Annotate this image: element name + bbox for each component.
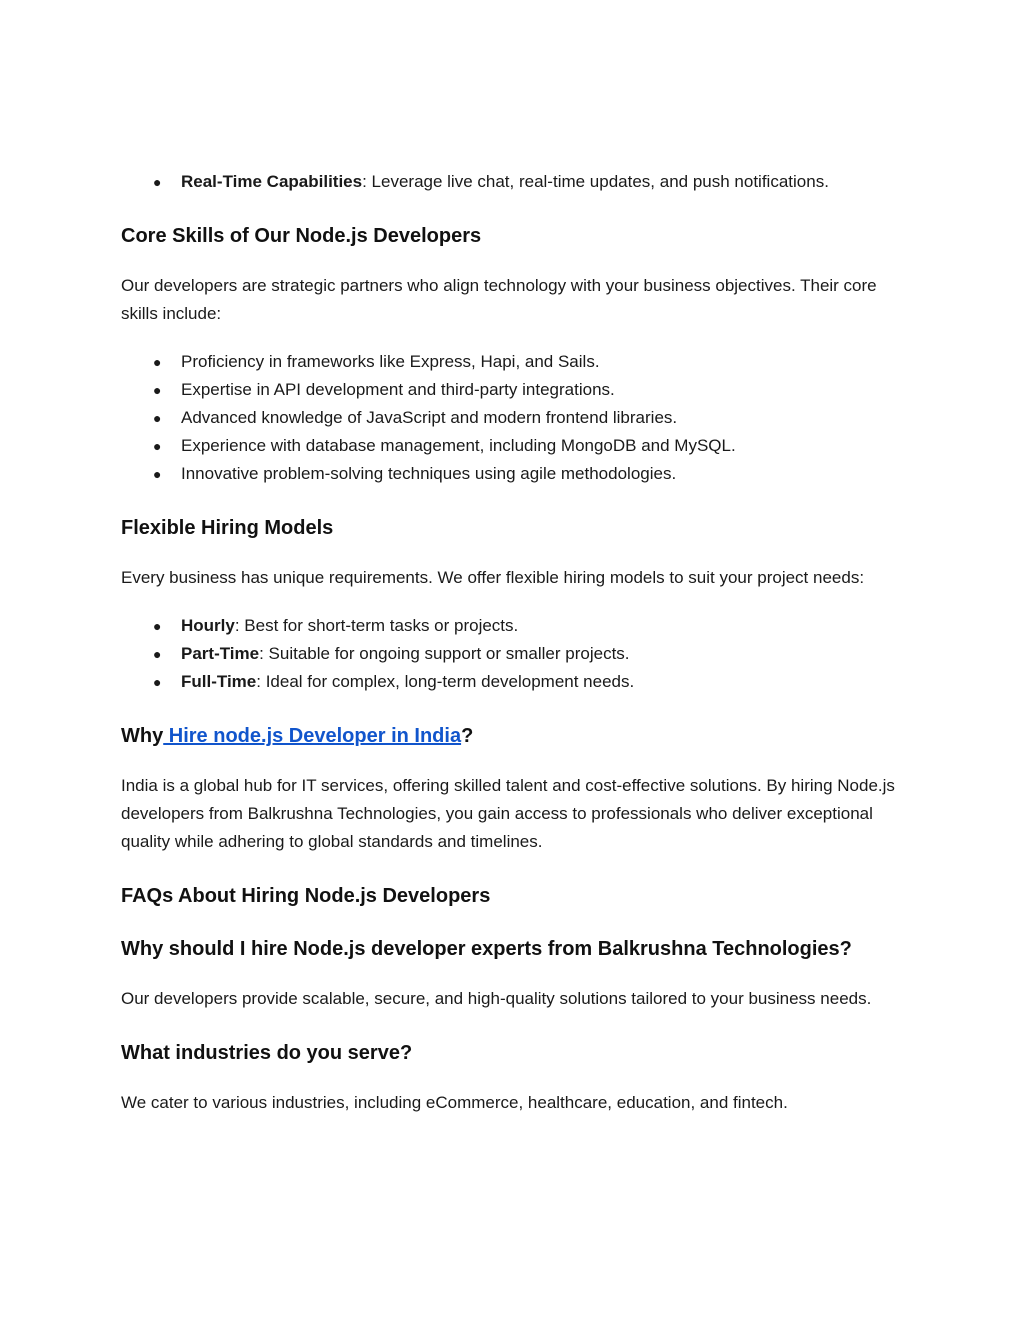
list-item-text: Experience with database management, including MongoDB and MySQL.	[181, 436, 736, 455]
list-item-term: Real-Time Capabilities	[181, 172, 363, 191]
list-item-text: Proficiency in frameworks like Express, Hapi, and Sails.	[181, 352, 600, 371]
list-item	[121, 640, 911, 668]
list-item	[121, 168, 911, 196]
list-item-term: Full-Time	[181, 672, 257, 691]
faq-answer: Our developers provide scalable, secure, and high-quality solutions tailored to your business needs.	[121, 989, 872, 1008]
core-skills-list	[121, 348, 911, 488]
list-item	[121, 668, 911, 696]
bullet-icon: ●	[153, 354, 162, 370]
bullet-icon: ●	[153, 174, 162, 190]
core-skills-paragraph: Our developers are strategic partners who align technology with your business objectives. Their core skills include:	[121, 276, 877, 323]
why-india-paragraph: India is a global hub for IT services, offering skilled talent and cost-effective solutions. By hiring Node.js developers from Balkrushna Technologies, you gain access to professionals who deliver exceptional quality while adhering to global standards and timelines.	[121, 776, 895, 851]
faq-question: What industries do you serve?	[121, 1042, 413, 1064]
list-item	[121, 460, 911, 488]
bullet-icon: ●	[153, 410, 162, 426]
list-item-text: : Best for short-term tasks or projects.	[234, 616, 519, 635]
core-skills-heading: Core Skills of Our Node.js Developers	[121, 225, 482, 247]
faq-answer: We cater to various industries, including eCommerce, healthcare, education, and fintech.	[121, 1093, 788, 1112]
list-item-text: : Suitable for ongoing support or smaller projects.	[259, 644, 630, 663]
intro-list	[121, 168, 911, 196]
list-item	[121, 432, 911, 460]
bullet-icon: ●	[153, 646, 162, 662]
list-item-text: : Leverage live chat, real-time updates, and push notifications.	[362, 172, 829, 191]
hiring-models-paragraph: Every business has unique requirements. We offer flexible hiring models to suit your project needs:	[121, 568, 865, 587]
bullet-icon: ●	[153, 618, 162, 634]
list-item	[121, 348, 911, 376]
bullet-icon: ●	[153, 438, 162, 454]
hiring-models-heading: Flexible Hiring Models	[121, 517, 334, 539]
hiring-models-list	[121, 612, 911, 696]
bullet-icon: ●	[153, 674, 162, 690]
bullet-icon: ●	[153, 382, 162, 398]
heading-suffix: ?	[461, 725, 474, 747]
faqs-heading: FAQs About Hiring Node.js Developers	[121, 885, 491, 907]
list-item-term: Part-Time	[181, 644, 260, 663]
list-item-text: Advanced knowledge of JavaScript and modern frontend libraries.	[181, 408, 678, 427]
hire-developer-india-link[interactable]: Hire node.js Developer in India	[163, 725, 462, 747]
document-page	[121, 168, 911, 1117]
list-item	[121, 404, 911, 432]
list-item-text: Innovative problem-solving techniques using agile methodologies.	[181, 464, 677, 483]
bullet-icon: ●	[153, 466, 162, 482]
why-india-heading	[121, 722, 911, 750]
list-item	[121, 376, 911, 404]
list-item-text: Expertise in API development and third-party integrations.	[181, 380, 615, 399]
heading-prefix: Why	[121, 725, 164, 747]
list-item-term: Hourly	[181, 616, 235, 635]
list-item	[121, 612, 911, 640]
list-item-text: : Ideal for complex, long-term development needs.	[256, 672, 635, 691]
faq-question: Why should I hire Node.js developer experts from Balkrushna Technologies?	[121, 938, 852, 960]
